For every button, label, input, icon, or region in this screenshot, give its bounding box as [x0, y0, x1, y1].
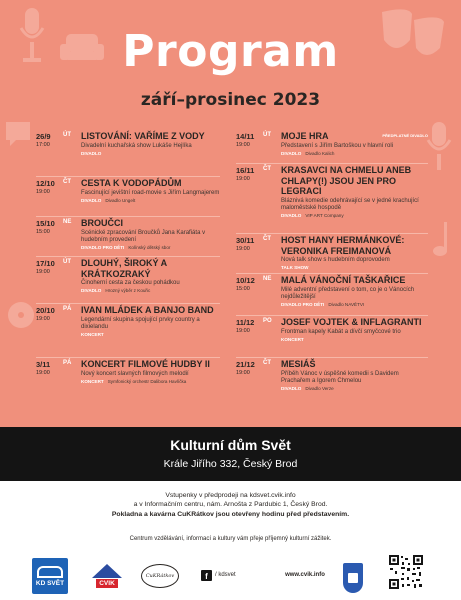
event-day: ÚT — [63, 259, 71, 265]
event-category: KONCERT — [81, 331, 104, 337]
event-title: JOSEF VOJTEK & INFLAGRANTI — [281, 317, 422, 327]
footer-note: Centrum vzdělávání, informací a kultury vám přeje příjemný kulturní zážitek. — [129, 536, 332, 542]
event-item — [36, 257, 220, 304]
event-description: Bláznivá komedie odehrávající se v jedné krachující maloměstské hospodě — [281, 197, 419, 211]
event-date: 10/12 — [236, 276, 255, 285]
event-organizer: Divadlo Kalich — [305, 150, 335, 156]
event-day: PO — [263, 318, 272, 324]
event-item — [236, 274, 428, 316]
event-title: MOJE HRA — [281, 131, 329, 141]
cvik-logo-roof — [92, 564, 122, 578]
event-title: KONCERT FILMOVÉ HUDBY II — [81, 359, 210, 369]
event-item — [236, 358, 428, 402]
venue-address: Krále Jiřího 332, Český Brod — [163, 458, 298, 470]
kd-svet-logo-text: KD SVĚT — [35, 579, 65, 587]
event-date: 30/11 — [236, 236, 255, 245]
facebook-handle: / kdsvet — [215, 572, 236, 578]
event-day: NE — [63, 219, 72, 225]
crest-castle-shape — [348, 573, 358, 583]
event-day: ČT — [263, 360, 271, 366]
event-body — [81, 305, 220, 338]
event-tags — [81, 198, 220, 204]
event-title: MESIÁŠ — [281, 359, 316, 369]
event-body — [81, 258, 220, 294]
event-day: PÁ — [63, 360, 72, 366]
venue-name: Kulturní dům Svět — [170, 437, 291, 453]
event-description: Představení s Jiřím Bartoškou v hlavní roli — [281, 142, 394, 149]
speech-bubble-icon — [2, 118, 34, 150]
event-column-left — [36, 130, 220, 404]
event-title: DLOUHÝ, ŠIROKÝ A KRÁTKOZRAKÝ — [81, 258, 167, 279]
event-column-right — [236, 130, 428, 402]
event-tags — [281, 151, 428, 157]
qr-code-icon — [388, 554, 424, 590]
footer — [0, 532, 461, 600]
event-day: PÁ — [63, 306, 72, 312]
website-link[interactable]: www.cvik.info — [285, 572, 325, 578]
film-reel-icon — [6, 300, 36, 330]
town-crest-icon — [343, 563, 363, 593]
event-category: DIVADLO — [281, 150, 302, 156]
event-tags — [81, 379, 220, 385]
event-title: BROUČCI — [81, 218, 123, 228]
event-title: CESTA K VODOPÁDŮM — [81, 178, 182, 188]
event-date: 26/9 — [36, 132, 51, 141]
event-category: DIVADLO — [81, 288, 102, 294]
event-day: ČT — [63, 179, 71, 185]
facebook-icon: f — [201, 570, 212, 581]
event-time: 19:00 — [236, 176, 250, 182]
event-date: 14/11 — [236, 132, 255, 141]
event-tags — [281, 213, 428, 219]
event-time: 19:00 — [36, 370, 50, 376]
cukratkov-logo: CuKRátkov — [141, 564, 179, 588]
event-description: Nová talk show s hudebním doprovodem — [281, 257, 390, 263]
event-day: ČT — [263, 166, 271, 172]
event-item — [36, 304, 220, 358]
microphone-icon-right — [426, 120, 452, 174]
event-tags — [81, 245, 220, 251]
event-category: KONCERT — [281, 336, 304, 342]
event-title: KRASAVCI NA CHMELU ANEB CHLAPY(!) JSOU JEN PRO LEGRACI — [281, 165, 412, 196]
ticket-info-line: Pokladna a kavárna CuKRátkov jsou otevřeny hodinu před představením. — [111, 510, 350, 518]
event-day: ČT — [263, 236, 271, 242]
event-item — [36, 358, 220, 404]
event-date: 16/11 — [236, 166, 255, 175]
event-body — [281, 275, 428, 308]
event-description: Milé adventní představení o tom, co je o Vánocích nejdůležitější — [281, 286, 415, 300]
event-date: 3/11 — [36, 360, 51, 369]
event-body — [281, 235, 428, 271]
event-item — [36, 177, 220, 217]
event-item — [236, 234, 428, 274]
kd-svet-logo — [32, 558, 68, 594]
event-time: 15:00 — [36, 229, 50, 235]
event-time: 19:00 — [36, 316, 50, 322]
event-body — [81, 178, 220, 204]
event-date: 15/10 — [36, 219, 55, 228]
page-title: Program — [122, 26, 339, 77]
event-tags — [281, 386, 428, 392]
ticket-info — [0, 491, 461, 519]
event-category: TALK SHOW — [281, 265, 309, 271]
event-body — [281, 165, 428, 219]
event-category: DIVADLO — [281, 212, 302, 218]
event-title: MALÁ VÁNOČNÍ TAŠKAŘICE — [281, 275, 406, 285]
kd-svet-logo-shape — [37, 566, 63, 578]
event-tags — [281, 265, 428, 271]
event-tags — [81, 288, 220, 294]
event-description: Nový koncert slavných filmových melodií — [81, 370, 189, 377]
event-body — [281, 317, 428, 343]
event-category: DIVADLO PRO DĚTI — [281, 301, 325, 307]
event-item — [236, 164, 428, 234]
event-title: LISTOVÁNÍ: VAŘÍME Z VODY — [81, 131, 205, 141]
event-tags — [281, 302, 428, 308]
cvik-logo-text: CVIK — [96, 579, 118, 588]
event-time: 19:00 — [236, 142, 250, 148]
facebook-link[interactable] — [201, 568, 261, 582]
event-description: Příběh Vánoc v úspěšné komedii s Davidem Prachařem a Igorem Chmelou — [281, 370, 399, 384]
event-date: 17/10 — [36, 259, 55, 268]
event-day: ÚT — [263, 132, 271, 138]
ticket-info-line: a v Informačním centru, nám. Arnošta z Pardubic 1, Český Brod. — [133, 501, 328, 509]
event-item — [236, 130, 428, 164]
event-description: Divadelní kuchařská show Lukáše Hejlíka — [81, 142, 192, 149]
event-description: Frontman kapely Kabát a dívčí smyčcové trio — [281, 328, 401, 335]
event-item — [236, 316, 428, 358]
event-category: DIVADLO — [81, 197, 102, 203]
event-date: 11/12 — [236, 318, 255, 327]
subscription-badge: PŘEDPLATNÉ DIVADLO — [382, 133, 428, 138]
event-time: 19:00 — [236, 370, 250, 376]
event-item — [36, 130, 220, 177]
event-category: KONCERT — [81, 378, 104, 384]
event-time: 17:00 — [36, 142, 50, 148]
event-description: Scénické zpracování Broučků Jana Karafiáta v hudebním provedení — [81, 229, 206, 243]
event-item — [36, 217, 220, 257]
ticket-info-line: Vstupenky v předprodeji na kdsvet.cvik.info — [165, 492, 296, 499]
event-body — [81, 218, 220, 251]
event-body — [81, 359, 220, 385]
event-category: DIVADLO PRO DĚTI — [81, 244, 125, 250]
event-time: 19:00 — [236, 328, 250, 334]
event-organizer: Hrozný výběr z Kouřic — [105, 288, 151, 294]
event-day: NE — [263, 276, 272, 282]
event-tags — [81, 151, 220, 157]
event-organizer: Symfonický orchestr Dalibora Havlíčka — [107, 378, 187, 384]
event-organizer: Divadlo NAVĚTVI — [328, 301, 365, 307]
event-time: 19:00 — [36, 269, 50, 275]
event-date: 20/10 — [36, 306, 55, 315]
event-description: Činoherní cesta za českou pohádkou — [81, 280, 180, 286]
venue-bar — [0, 427, 461, 481]
event-tags — [281, 337, 428, 343]
event-description: Fascinující jevištní road-movie s Jiřím Langmajerem — [81, 189, 220, 196]
event-time: 15:00 — [236, 286, 250, 292]
event-title: IVAN MLÁDEK A BANJO BAND — [81, 305, 214, 315]
event-body — [281, 131, 428, 157]
event-body — [81, 131, 220, 157]
event-organizer: VIP ART Company — [305, 212, 344, 218]
event-date: 12/10 — [36, 179, 55, 188]
event-organizer: Divadlo Ungelt — [105, 197, 136, 203]
event-date: 21/12 — [236, 360, 255, 369]
event-tags — [81, 332, 220, 338]
event-organizer: Kolínský dětský sbor — [128, 244, 171, 250]
event-description: Legendární skupina spojující prvky country a dixielandu — [81, 316, 200, 330]
cvik-logo — [90, 558, 124, 594]
event-day: ÚT — [63, 132, 71, 138]
event-organizer: Divadlo Verze — [305, 385, 334, 391]
event-time: 19:00 — [236, 246, 250, 252]
event-time: 19:00 — [36, 189, 50, 195]
music-note-icon — [430, 220, 454, 260]
event-title: HOST HANY HERMÁNKOVÉ: VERONIKA FREIMANOVÁ — [281, 235, 405, 256]
event-category: DIVADLO — [81, 150, 102, 156]
event-category: DIVADLO — [281, 385, 302, 391]
event-body — [281, 359, 428, 392]
page-subtitle: září–prosinec 2023 — [140, 90, 321, 110]
